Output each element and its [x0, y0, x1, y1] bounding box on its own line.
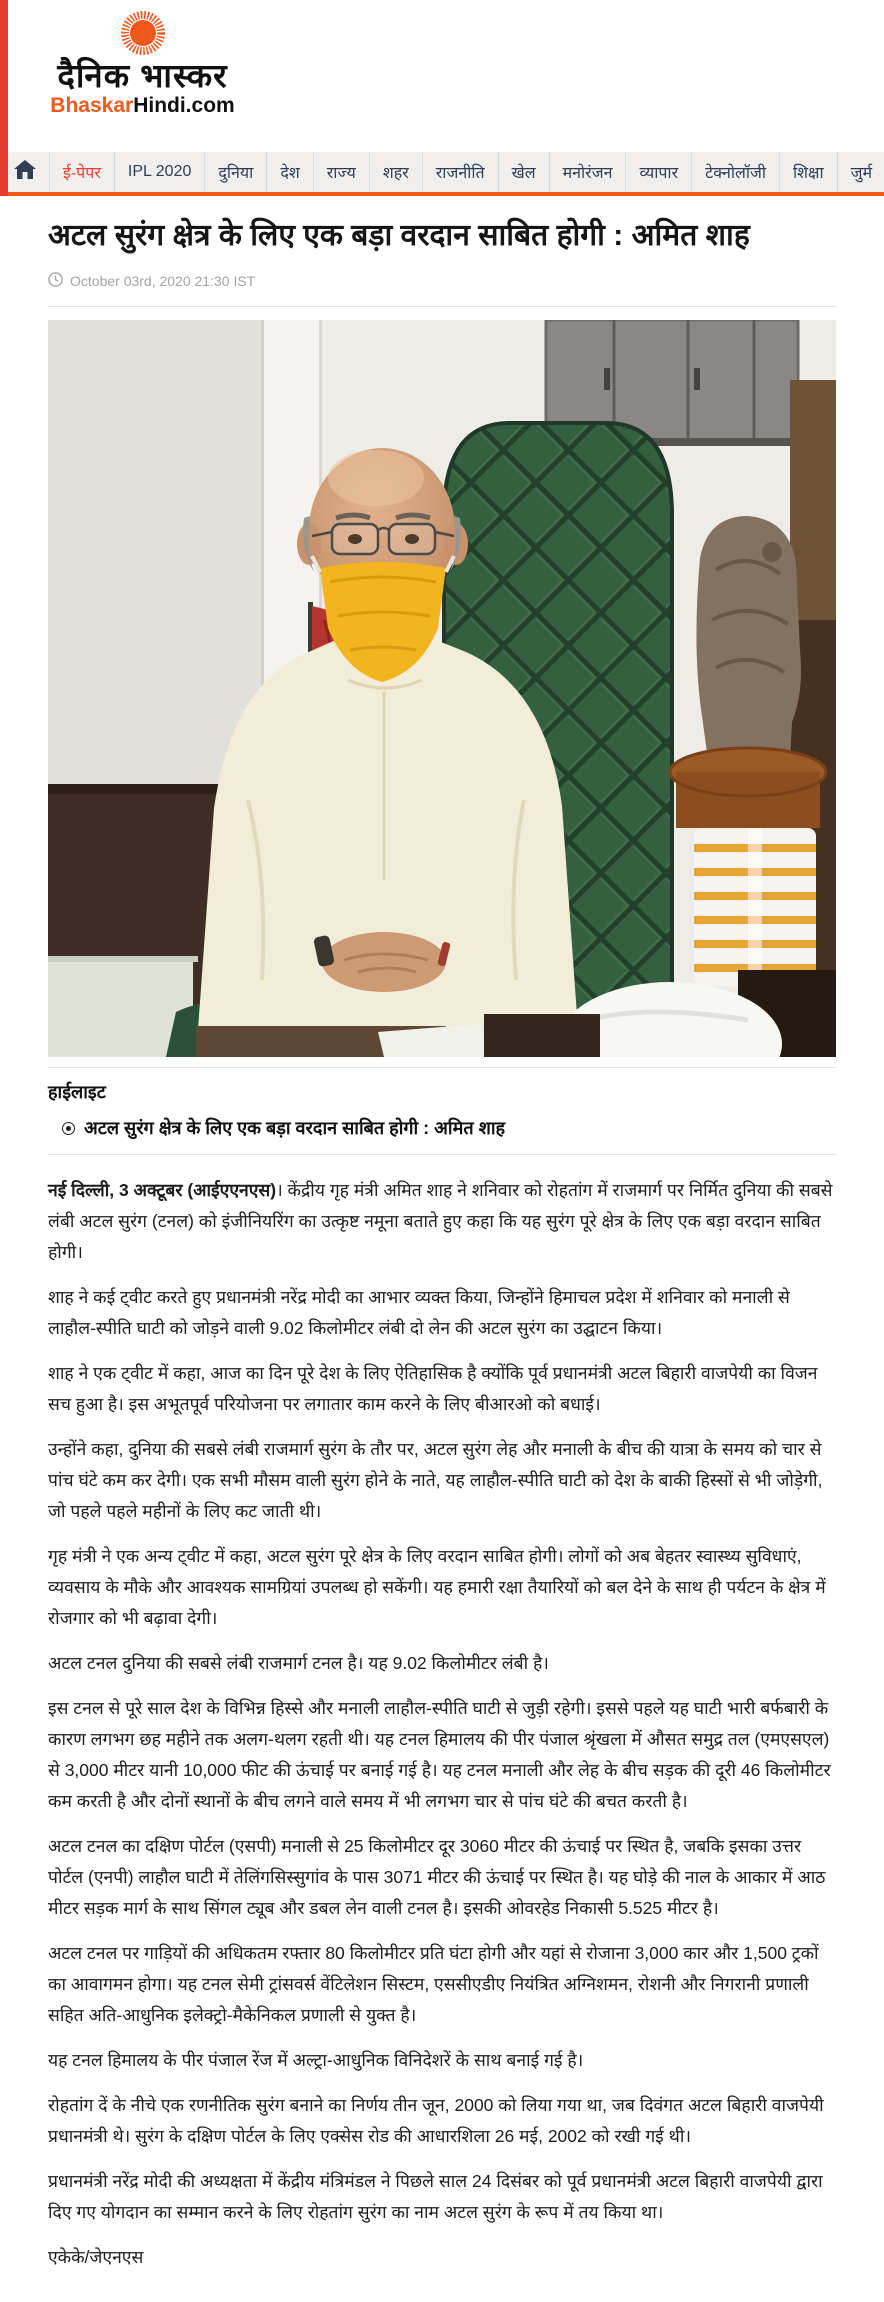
highlight-section — [48, 1068, 836, 1154]
nav-item-duniya[interactable]: दुनिया — [205, 152, 267, 192]
article-paragraph: इस टनल से पूरे साल देश के विभिन्न हिस्से और मनाली लाहौल-स्पीति घाटी से जुड़ी रहेगी। इससे पहले यह घाटी भारी बर्फबारी के कारण लगभग छह महीने तक अलग-थलग रहती थी। यह टनल हिमालय की पीर पंजाल श्रृंखला में औसत समुद्र तल (एमएसएल) से 3,000 मीटर यानी 10,000 फीट की ऊंचाई पर बनाई गई है। यह टनल मनाली और लेह के बीच सड़क की दूरी 46 किलोमीटर कम करती है और दोनों स्थानों के बीच लगने वाले समय में भी लगभग चार से पांच घंटे की बचत करती है। — [48, 1698, 831, 1811]
nav-item-desh[interactable]: देश — [267, 152, 313, 192]
article-paragraph: नई दिल्ली, 3 अक्टूबर (आईएएनएस)। केंद्रीय गृह मंत्री अमित शाह ने शनिवार को रोहतांग में राजमार्ग पर निर्मित दुनिया की सबसे लंबी अटल सुरंग (टनल) को इंजीनियरिंग का उत्कृष्ट नमूना बताते हुए कहा कि यह सुरंग पूरे क्षेत्र के लिए एक बड़ा वरदान साबित होगी। — [48, 1180, 833, 1262]
nav-item-khel[interactable]: खेल — [499, 152, 550, 192]
home-icon — [14, 160, 36, 184]
nav-item-technology[interactable]: टेक्नोलॉजी — [692, 152, 780, 192]
logo-domain-text — [25, 94, 260, 118]
highlight-list-item — [48, 1116, 836, 1140]
logo-hindi-wordmark: दैनिक भास्कर — [57, 57, 228, 94]
site-header — [0, 0, 884, 152]
highlight-title: हाईलाइट — [48, 1082, 106, 1102]
article-body — [48, 1155, 836, 2273]
article-main — [0, 196, 884, 2273]
article-photo — [48, 320, 836, 1057]
article-paragraph: प्रधानमंत्री नरेंद्र मोदी की अध्यक्षता में केंद्रीय मंत्रिमंडल ने पिछले साल 24 दिसंबर को पूर्व प्रधानमंत्री अटल बिहारी वाजपेयी द्वारा दिए गए योगदान का सम्मान करने के लिए रोहतांग सुरंग का नाम अटल सुरंग के रूप में तय किया था। — [48, 2171, 823, 2222]
article-paragraph: अटल टनल दुनिया की सबसे लंबी राजमार्ग टनल है। यह 9.02 किलोमीटर लंबी है। — [48, 1653, 549, 1673]
logo-domain-hindi-com: Hindi.com — [133, 94, 235, 117]
logo-domain-bhaskar: Bhaskar — [50, 94, 134, 117]
article-paragraph: शाह ने कई ट्वीट करते हुए प्रधानमंत्री नरेंद्र मोदी का आभार व्यक्त किया, जिन्होंने हिमाचल प्रदेश में शनिवार को मनाली से लाहौल-स्पीति घाटी को जोड़ने वाली 9.02 किलोमीटर लंबी दो लेन की अटल सुरंग का उद्घाटन किया। — [48, 1287, 790, 1338]
sunburst-logo-icon — [120, 10, 166, 56]
article-paragraph: रोहतांग दें के नीचे एक रणनीतिक सुरंग बनाने का निर्णय तीन जून, 2000 को लिया गया था, जब दिवंगत अटल बिहारी वाजपेयी प्रधानमंत्री थे। सुरंग के दक्षिण पोर्टल के लिए एक्सेस रोड की आधारशिला 26 मई, 2002 को रखी गई थी। — [48, 2095, 824, 2146]
article-timestamp — [48, 272, 836, 290]
article-paragraph: अटल टनल का दक्षिण पोर्टल (एसपी) मनाली से 25 किलोमीटर दूर 3060 मीटर की ऊंचाई पर स्थित है, जबकि इसका उत्तर पोर्टल (एनपी) लाहौल घाटी में तेलिंगसिस्सुगांव के पास 3071 मीटर की ऊंचाई पर स्थित है। यह घोड़े की नाल के आकार में आठ मीटर सड़क मार्ग के साथ सिंगल ट्यूब और डबल लेन वाली टनल है। इसकी ओवरहेड निकासी 5.525 मीटर है। — [48, 1836, 826, 1918]
main-navigation — [0, 152, 884, 196]
divider-above-photo — [48, 306, 836, 307]
article-paragraph: अटल टनल पर गाड़ियों की अधिकतम रफ्तार 80 किलोमीटर प्रति घंटा होगी और यहां से रोजाना 3,000 कार और 1,500 ट्रकों का आवागमन होगा। यह टनल सेमी ट्रांसवर्स वेंटिलेशन सिस्टम, एससीएडीए नियंत्रित अग्निशमन, रोशनी और निगरानी प्रणाली सहित अति-आधुनिक इलेक्ट्रो-मैकेनिकल प्रणाली से युक्त है। — [48, 1943, 819, 2025]
nav-item-shahar[interactable]: शहर — [370, 152, 423, 192]
article-paragraph: उन्होंने कहा, दुनिया की सबसे लंबी राजमार्ग सुरंग के तौर पर, अटल सुरंग लेह और मनाली के बीच की यात्रा के समय को चार से पांच घंटे कम कर देगी। एक सभी मौसम वाली सुरंग होने के नाते, यह लाहौल-स्पीति घाटी को देश के बाकी हिस्सों से भी जोड़ेगी, जो पहले पहले महीनों के लिए कट जाती थी। — [48, 1439, 823, 1521]
clock-icon — [48, 272, 63, 290]
dateline-bold: नई दिल्ली, 3 अक्टूबर (आईएएनएस) — [48, 1180, 277, 1200]
highlight-item-text: अटल सुरंग क्षेत्र के लिए एक बड़ा वरदान साबित होगी : अमित शाह — [84, 1118, 506, 1138]
left-edge-red-strip — [0, 0, 8, 196]
nav-item-rajya[interactable]: राज्य — [314, 152, 370, 192]
article-paragraph: गृह मंत्री ने एक अन्य ट्वीट में कहा, अटल सुरंग पूरे क्षेत्र के लिए वरदान साबित होगी। लोगों को अब बेहतर स्वास्थ्य सुविधाएं, व्यवसाय के मौके और आवश्यक सामग्रियां उपलब्ध हो सकेंगी। यह हमारी रक्षा तैयारियों को बल देने के साथ ही पर्यटन के क्षेत्र में रोजगार को भी बढ़ावा देगी। — [48, 1546, 826, 1628]
bullet-circle-icon — [62, 1122, 75, 1135]
nav-item-epaper[interactable]: ई-पेपर — [50, 152, 115, 192]
nav-item-ipl-2020[interactable]: IPL 2020 — [115, 152, 205, 192]
nav-item-manoranjan[interactable]: मनोरंजन — [550, 152, 627, 192]
nav-home-button[interactable] — [1, 152, 50, 192]
dainik-bhaskar-logo[interactable] — [25, 8, 260, 118]
timestamp-text: October 03rd, 2020 21:30 IST — [70, 273, 256, 289]
article-paragraph: यह टनल हिमालय के पीर पंजाल रेंज में अल्ट्रा-आधुनिक विनिदेशरें के साथ बनाई गई है। — [48, 2050, 584, 2070]
agency-signoff: एकेके/जेएनएस — [48, 2247, 144, 2267]
nav-item-jurm[interactable]: जुर्म — [838, 152, 884, 192]
nav-item-rajniti[interactable]: राजनीति — [423, 152, 499, 192]
nav-item-shiksha[interactable]: शिक्षा — [780, 152, 838, 192]
article-paragraph: शाह ने एक ट्वीट में कहा, आज का दिन पूरे देश के लिए ऐतिहासिक है क्योंकि पूर्व प्रधानमंत्री अटल बिहारी वाजपेयी का विजन सच हुआ है। इस अभूतपूर्व परियोजना पर लगातार काम करने के लिए बीआरओ को बधाई। — [48, 1363, 818, 1414]
nav-item-vyapar[interactable]: व्यापार — [626, 152, 692, 192]
article-headline: अटल सुरंग क्षेत्र के लिए एक बड़ा वरदान साबित होगी : अमित शाह — [48, 219, 750, 252]
